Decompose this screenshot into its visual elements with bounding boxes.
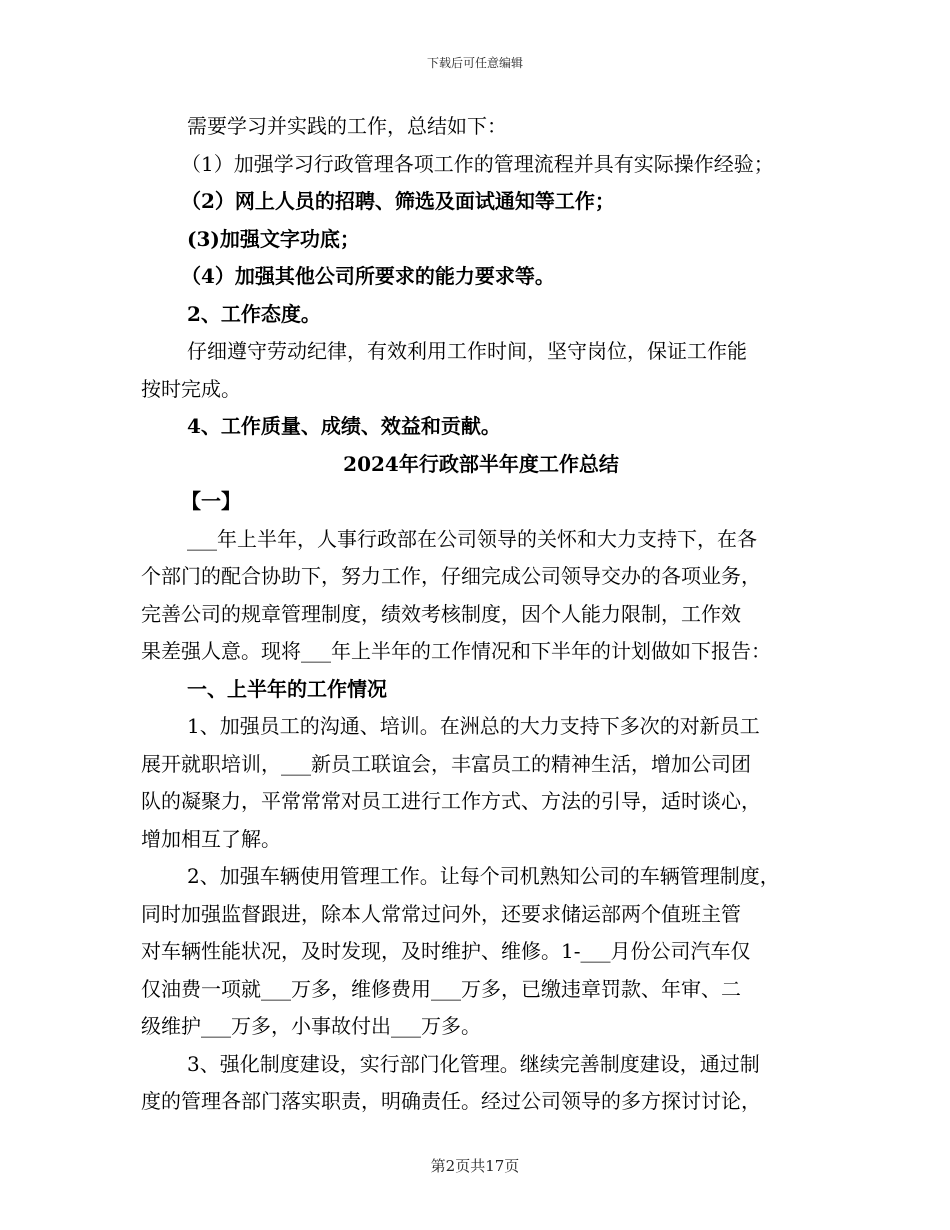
document-body	[141, 108, 821, 1121]
paragraph-line: 完善公司的规章管理制度，绩效考核制度，因个人能力限制，工作效	[141, 601, 741, 626]
paragraph-line: 需要学习并实践的工作，总结如下：	[187, 114, 507, 138]
paragraph-line: 对车辆性能状况，及时发现，及时维护、维修。1-___月份公司汽车仅	[141, 939, 751, 963]
list-item: （2）网上人员的招聘、筛选及面试通知等工作；	[181, 189, 615, 213]
section-heading: 一、上半年的工作情况	[187, 676, 387, 701]
paragraph-line: 度的管理各部门落实职责，明确责任。经过公司领导的多方探讨讨论，	[141, 1089, 761, 1113]
list-item: (3)加强文字功底；	[187, 226, 360, 251]
paragraph-line: 2、加强车辆使用管理工作。让每个司机熟知公司的车辆管理制度，	[187, 864, 780, 888]
paragraph-line: 果差强人意。现将___年上半年的工作情况和下半年的计划做如下报告：	[141, 639, 771, 663]
paragraph-line: ___年上半年，人事行政部在公司领导的关怀和大力支持下，在各	[187, 526, 757, 551]
paragraph-line: 展开就职培训，___新员工联谊会，丰富员工的精神生活，增加公司团	[141, 751, 751, 776]
paragraph-line: 仔细遵守劳动纪律，有效利用工作时间，坚守岗位，保证工作能	[187, 339, 747, 363]
part-marker: 【一】	[181, 489, 241, 513]
paragraph-line: 同时加强监督跟进，除本人常常过问外，还要求储运部两个值班主管	[141, 901, 741, 926]
paragraph-line: 按时完成。	[141, 376, 241, 401]
paragraph-line: 个部门的配合协助下，努力工作，仔细完成公司领导交办的各项业务，	[141, 564, 761, 588]
paragraph-line: 1、加强员工的沟通、培训。在洲总的大力支持下多次的对新员工	[187, 714, 760, 738]
paragraph-line: 3、强化制度建设，实行部门化管理。继续完善制度建设，通过制	[187, 1051, 760, 1076]
paragraph-line: 仅油费一项就___万多，维修费用___万多，已缴违章罚款、年审、二	[141, 976, 741, 1001]
paragraph-line: 增加相互了解。	[141, 826, 281, 851]
list-item: （4）加强其他公司所要求的能力要求等。	[181, 264, 555, 288]
list-item: （1）加强学习行政管理各项工作的管理流程并具有实际操作经验；	[181, 151, 774, 176]
section-heading: 4、工作质量、成绩、效益和贡献。	[187, 414, 501, 438]
paragraph-line: 队的凝聚力，平常常常对员工进行工作方式、方法的引导，适时谈心，	[141, 789, 761, 813]
section-heading: 2、工作态度。	[187, 301, 321, 326]
page-number-footer: 第2页共17页	[430, 1157, 520, 1175]
document-title: 2024年行政部半年度工作总结	[343, 451, 619, 476]
page-header-note: 下载后可任意编辑	[426, 56, 523, 70]
paragraph-line: 级维护___万多，小事故付出___万多。	[141, 1014, 481, 1038]
